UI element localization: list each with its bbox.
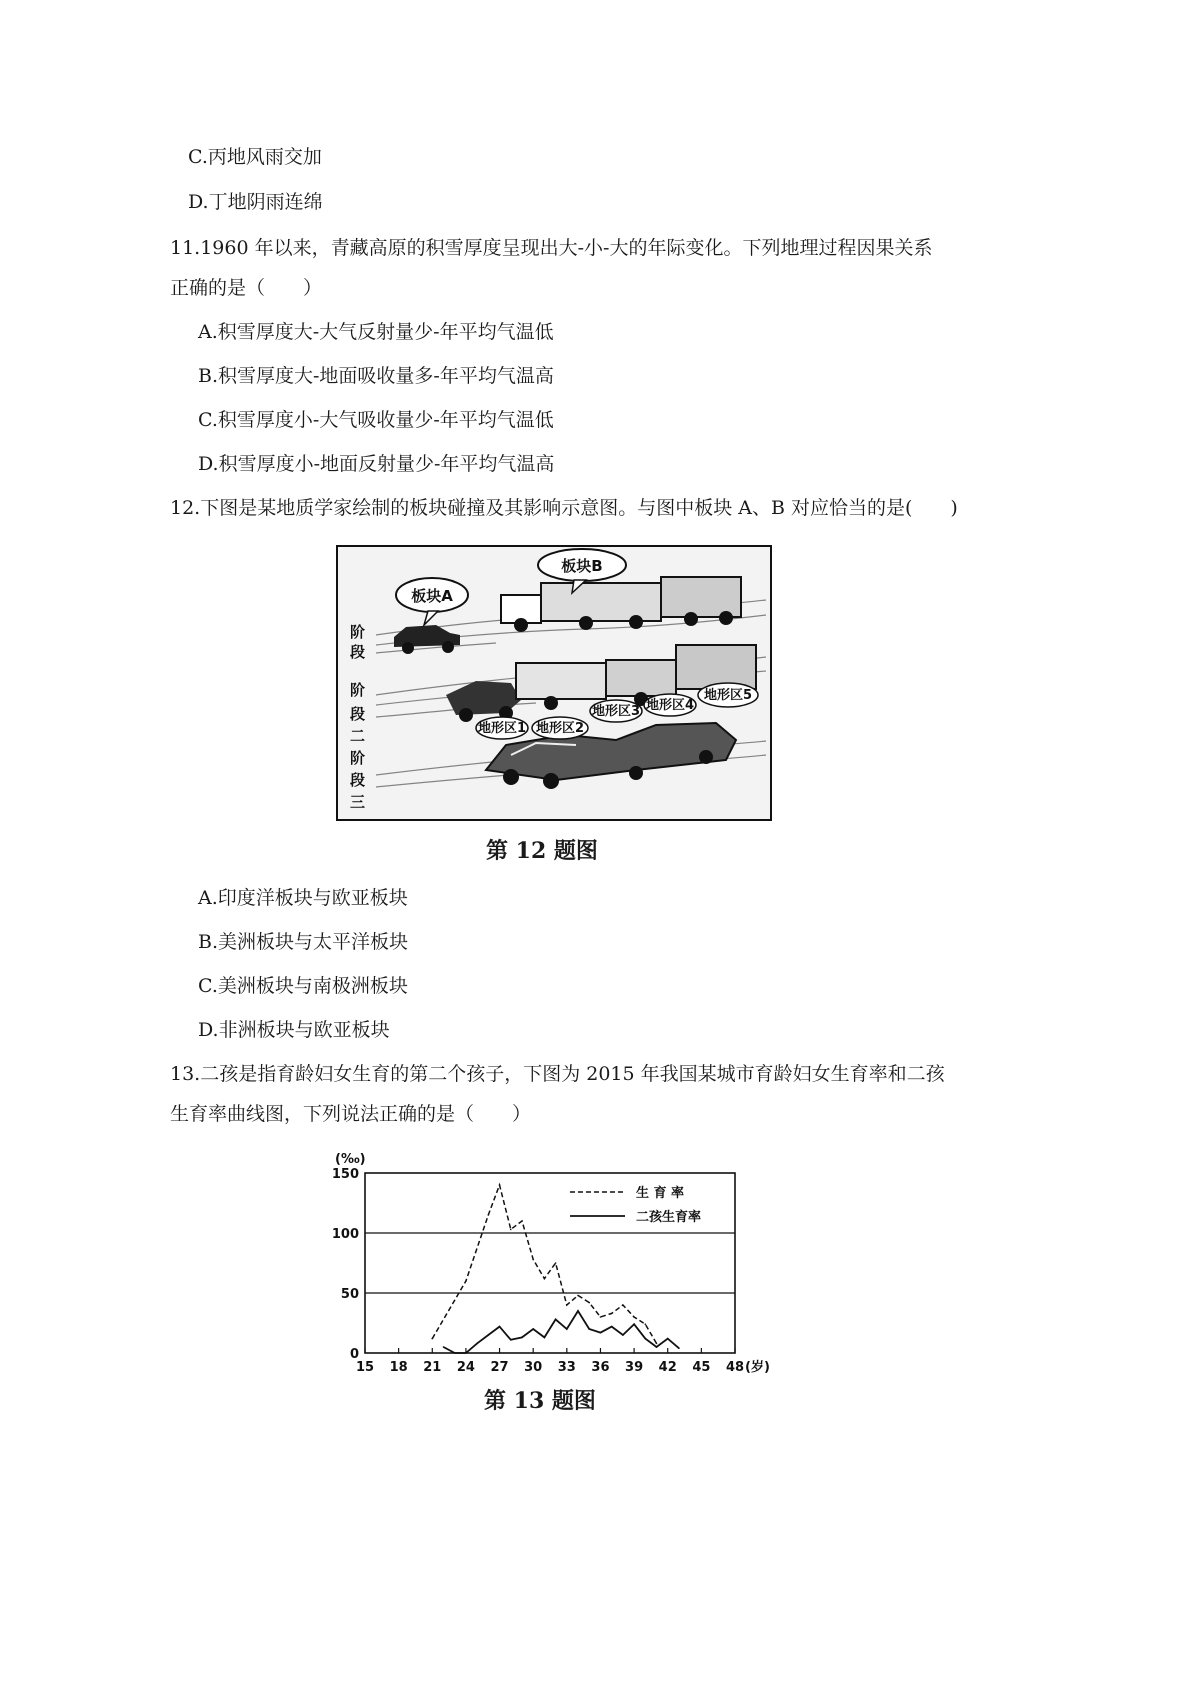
second-child-rate-point <box>633 1323 635 1325</box>
birth-rate-point <box>555 1262 557 1264</box>
birth-rate-point <box>588 1302 590 1304</box>
q10-option-d: D.丁地阴雨连绵 <box>188 191 323 213</box>
q12-option-a: A.印度洋板块与欧亚板块 <box>198 887 408 909</box>
q10-option-c: C.丙地风雨交加 <box>188 146 322 168</box>
q12-stem: 12.下图是某地质学家绘制的板块碰撞及其影响示意图。与图中板块 A、B 对应恰当的是( ) <box>170 497 958 519</box>
plate-a-label: 板块A <box>411 587 453 605</box>
second-child-rate-point <box>521 1337 523 1339</box>
x-tick-label: 21 <box>423 1360 442 1375</box>
stage3-label-a: 阶 <box>350 749 366 767</box>
second-child-rate-point <box>678 1347 680 1349</box>
q13-stem-line2: 生育率曲线图，下列说法正确的是（ ） <box>170 1103 532 1125</box>
birth-rate-point <box>566 1304 568 1306</box>
birth-rate-point <box>510 1229 512 1231</box>
second-child-rate-point <box>588 1328 590 1330</box>
terrain-label-5: 地形区5 <box>703 688 753 703</box>
stage2-label-a: 阶 <box>350 681 366 699</box>
second-child-rate-point <box>645 1338 647 1340</box>
q11-stem-line2: 正确的是（ ） <box>170 277 323 299</box>
plate-collision-illustration <box>336 545 772 821</box>
birth-rate-point <box>499 1184 501 1186</box>
birth-rate-point <box>431 1338 433 1340</box>
second-child-rate-point <box>499 1326 501 1328</box>
birth-rate-chart-svg <box>320 1140 790 1380</box>
x-tick-label: 45 <box>692 1360 711 1375</box>
q11-option-d: D.积雪厚度小-地面反射量少-年平均气温高 <box>198 453 555 475</box>
q12-option-d: D.非洲板块与欧亚板块 <box>198 1019 390 1041</box>
birth-rate-point <box>544 1278 546 1280</box>
stage2-label-b: 段 <box>350 705 366 723</box>
x-axis-unit: (岁) <box>745 1360 770 1375</box>
terrain-label-1: 地形区1 <box>477 721 527 736</box>
second-child-rate-point <box>465 1352 467 1354</box>
x-tick-label: 33 <box>557 1360 576 1375</box>
q12-option-b: B.美洲板块与太平洋板块 <box>198 931 409 953</box>
second-child-rate-point <box>600 1332 602 1334</box>
x-tick-label: 48 <box>725 1360 745 1375</box>
plate-collision-figure <box>336 545 772 821</box>
birth-rate-point <box>465 1280 467 1282</box>
second-child-rate-point <box>443 1346 445 1348</box>
birth-rate-line <box>432 1185 656 1343</box>
x-tick-label: 18 <box>389 1360 408 1375</box>
legend-label-2: 二孩生育率 <box>636 1210 702 1225</box>
second-child-rate-point <box>476 1343 478 1345</box>
second-child-rate-point <box>656 1346 658 1348</box>
x-tick-label: 27 <box>490 1360 509 1375</box>
stage3-label-c: 三 <box>350 793 366 811</box>
birth-rate-point <box>622 1304 624 1306</box>
q11-option-a: A.积雪厚度大-大气反射量少-年平均气温低 <box>198 321 554 343</box>
x-tick-label: 15 <box>355 1360 375 1375</box>
birth-rate-chart <box>320 1140 790 1380</box>
stage3-label-b: 段 <box>350 771 366 789</box>
q11-option-b: B.积雪厚度大-地面吸收量多-年平均气温高 <box>198 365 554 387</box>
x-tick-label: 24 <box>456 1360 475 1375</box>
q12-option-c: C.美洲板块与南极洲板块 <box>198 975 408 997</box>
second-child-rate-point <box>510 1339 512 1341</box>
second-child-rate-point <box>611 1326 613 1328</box>
terrain-label-4: 地形区4 <box>645 698 695 713</box>
y-tick-label: 0 <box>349 1347 359 1362</box>
second-child-rate-point <box>577 1310 579 1312</box>
second-child-rate-point <box>454 1352 456 1354</box>
stage1-label-a: 阶 <box>350 623 366 641</box>
terrain-label-3: 地形区3 <box>591 704 641 719</box>
birth-rate-point <box>532 1259 534 1261</box>
second-child-rate-line <box>444 1311 679 1353</box>
y-tick-label: 50 <box>340 1287 359 1302</box>
q13-figure-caption: 第 13 题图 <box>484 1388 596 1414</box>
x-tick-label: 30 <box>524 1360 543 1375</box>
legend-label-1: 生 育 率 <box>636 1186 685 1201</box>
terrain-label-2: 地形区2 <box>535 721 585 736</box>
y-tick-label: 150 <box>331 1167 359 1182</box>
q11-stem-line1: 11.1960 年以来，青藏高原的积雪厚度呈现出大-小-大的年际变化。下列地理过程因果关系 <box>170 237 933 259</box>
birth-rate-point <box>633 1316 635 1318</box>
second-child-rate-point <box>555 1319 557 1321</box>
birth-rate-point <box>600 1316 602 1318</box>
birth-rate-point <box>645 1323 647 1325</box>
x-tick-label: 36 <box>591 1360 610 1375</box>
birth-rate-point <box>488 1214 490 1216</box>
second-child-rate-point <box>566 1328 568 1330</box>
birth-rate-point <box>656 1343 658 1345</box>
second-child-rate-point <box>532 1328 534 1330</box>
second-child-rate-point <box>667 1338 669 1340</box>
q12-figure-caption: 第 12 题图 <box>486 838 598 864</box>
y-tick-label: 100 <box>331 1227 359 1242</box>
birth-rate-point <box>611 1313 613 1315</box>
plate-b-label: 板块B <box>561 557 603 575</box>
second-child-rate-point <box>544 1337 546 1339</box>
x-tick-label: 39 <box>625 1360 644 1375</box>
stage2-label-c: 二 <box>350 727 366 745</box>
stage1-label-b: 段 <box>350 643 366 661</box>
second-child-rate-point <box>488 1334 490 1336</box>
birth-rate-point <box>577 1295 579 1297</box>
birth-rate-point <box>521 1220 523 1222</box>
second-child-rate-point <box>622 1334 624 1336</box>
q13-stem-line1: 13.二孩是指育龄妇女生育的第二个孩子，下图为 2015 年我国某城市育龄妇女生育率和二孩 <box>170 1063 945 1085</box>
y-axis-unit: (‰) <box>335 1152 366 1167</box>
q11-option-c: C.积雪厚度小-大气吸收量少-年平均气温低 <box>198 409 554 431</box>
x-tick-label: 42 <box>658 1360 677 1375</box>
